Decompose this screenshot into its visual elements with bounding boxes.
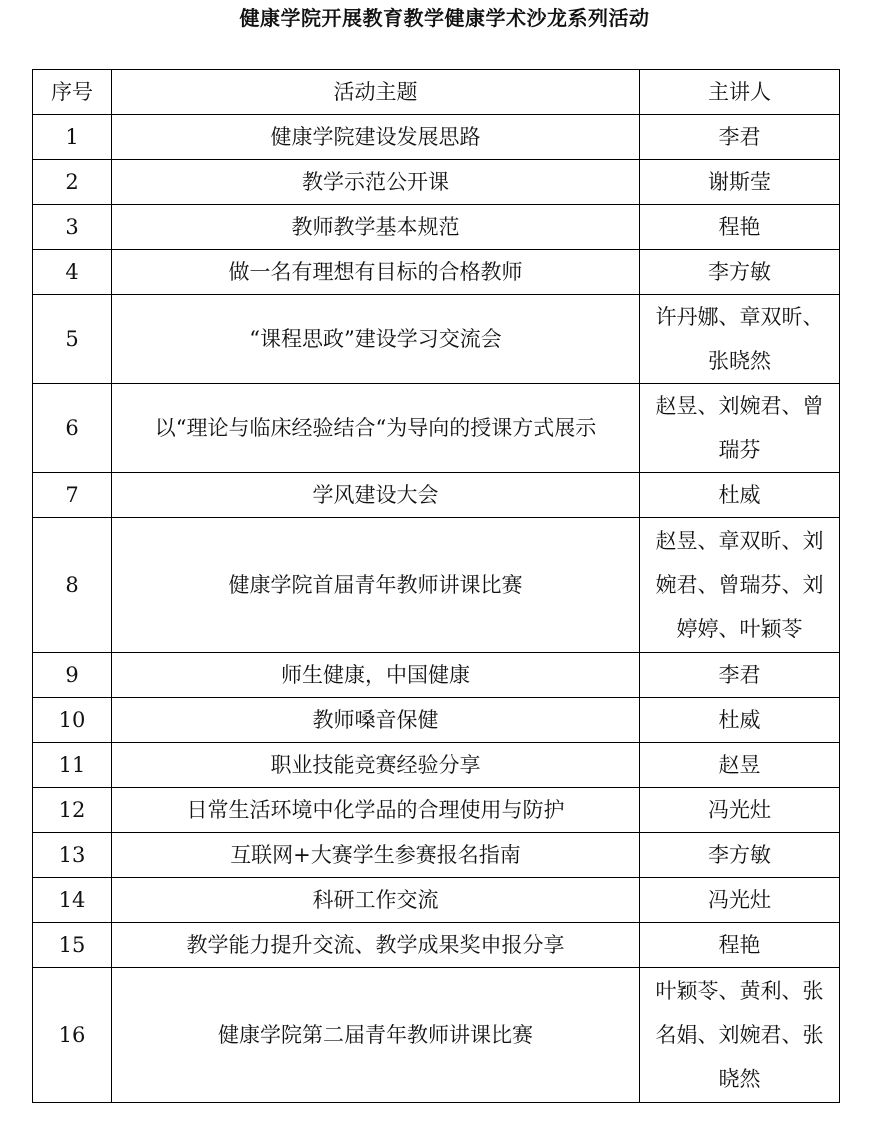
speaker-text: 谢斯莹: [708, 170, 771, 194]
row-seq: 6: [33, 384, 112, 473]
table-row: [33, 788, 840, 833]
table-row: [33, 698, 840, 743]
speaker-text: 李君: [718, 125, 761, 149]
row-seq: 11: [33, 743, 112, 788]
row-topic: 教师嗓音保健: [112, 698, 640, 743]
row-topic: 健康学院首届青年教师讲课比赛: [112, 518, 640, 653]
speaker-text: 许丹娜、章双昕、张晓然: [655, 305, 824, 373]
speaker-text: 冯光灶: [708, 798, 771, 822]
table-row: [33, 518, 840, 653]
row-speaker: [640, 250, 840, 295]
speaker-text: 赵昱: [718, 753, 761, 777]
speaker-text: 程艳: [718, 933, 761, 957]
row-topic: 师生健康，中国健康: [112, 653, 640, 698]
row-speaker: [640, 384, 840, 473]
speaker-text: 李君: [718, 663, 761, 687]
speaker-text: 杜威: [718, 483, 761, 507]
row-seq: 7: [33, 473, 112, 518]
row-topic: 教学能力提升交流、教学成果奖申报分享: [112, 923, 640, 968]
header-speaker: 主讲人: [640, 70, 840, 115]
table-row: [33, 384, 840, 473]
speaker-text: 李方敏: [708, 260, 771, 284]
row-topic: 健康学院第二届青年教师讲课比赛: [112, 968, 640, 1103]
row-seq: 5: [33, 295, 112, 384]
row-speaker: [640, 698, 840, 743]
row-topic: 学风建设大会: [112, 473, 640, 518]
row-speaker: [640, 653, 840, 698]
speaker-text: 杜威: [718, 708, 761, 732]
table-row: [33, 833, 840, 878]
table-row: [33, 653, 840, 698]
row-seq: 8: [33, 518, 112, 653]
table-row: [33, 205, 840, 250]
speaker-text: 赵昱、章双昕、刘婉君、曾瑞芬、刘婷婷、叶颖苓: [655, 529, 824, 641]
row-seq: 9: [33, 653, 112, 698]
row-speaker: [640, 295, 840, 384]
table-row: [33, 968, 840, 1103]
row-seq: 4: [33, 250, 112, 295]
row-topic: “课程思政”建设学习交流会: [112, 295, 640, 384]
row-topic: 日常生活环境中化学品的合理使用与防护: [112, 788, 640, 833]
activity-table: [32, 69, 840, 1103]
row-topic: 教师教学基本规范: [112, 205, 640, 250]
table-row: [33, 878, 840, 923]
row-speaker: [640, 968, 840, 1103]
header-topic: 活动主题: [112, 70, 640, 115]
row-topic: 做一名有理想有目标的合格教师: [112, 250, 640, 295]
row-seq: 2: [33, 160, 112, 205]
row-seq: 3: [33, 205, 112, 250]
table-row: [33, 743, 840, 788]
table-row: [33, 160, 840, 205]
table-row: [33, 115, 840, 160]
row-speaker: [640, 743, 840, 788]
header-seq: 序号: [33, 70, 112, 115]
row-seq: 10: [33, 698, 112, 743]
page-title: 健康学院开展教育教学健康学术沙龙系列活动: [239, 6, 650, 30]
row-speaker: [640, 205, 840, 250]
row-speaker: [640, 833, 840, 878]
row-speaker: [640, 878, 840, 923]
row-topic: 职业技能竞赛经验分享: [112, 743, 640, 788]
table-row: [33, 473, 840, 518]
row-speaker: [640, 923, 840, 968]
row-seq: 1: [33, 115, 112, 160]
row-seq: 12: [33, 788, 112, 833]
table-row: [33, 250, 840, 295]
row-speaker: [640, 518, 840, 653]
row-topic: 以“理论与临床经验结合“为导向的授课方式展示: [112, 384, 640, 473]
row-topic: 科研工作交流: [112, 878, 640, 923]
row-speaker: [640, 473, 840, 518]
row-seq: 14: [33, 878, 112, 923]
row-speaker: [640, 788, 840, 833]
speaker-text: 冯光灶: [708, 888, 771, 912]
row-topic: 健康学院建设发展思路: [112, 115, 640, 160]
row-speaker: [640, 160, 840, 205]
speaker-text: 程艳: [718, 215, 761, 239]
speaker-text: 李方敏: [708, 843, 771, 867]
table-header-row: [33, 70, 840, 115]
row-seq: 16: [33, 968, 112, 1103]
table-row: [33, 923, 840, 968]
row-seq: 15: [33, 923, 112, 968]
row-seq: 13: [33, 833, 112, 878]
table-row: [33, 295, 840, 384]
speaker-text: 赵昱、刘婉君、曾瑞芬: [655, 394, 824, 462]
row-topic: 互联网+大赛学生参赛报名指南: [112, 833, 640, 878]
row-speaker: [640, 115, 840, 160]
speaker-text: 叶颖苓、黄利、张名娟、刘婉君、张晓然: [655, 979, 824, 1091]
row-topic: 教学示范公开课: [112, 160, 640, 205]
